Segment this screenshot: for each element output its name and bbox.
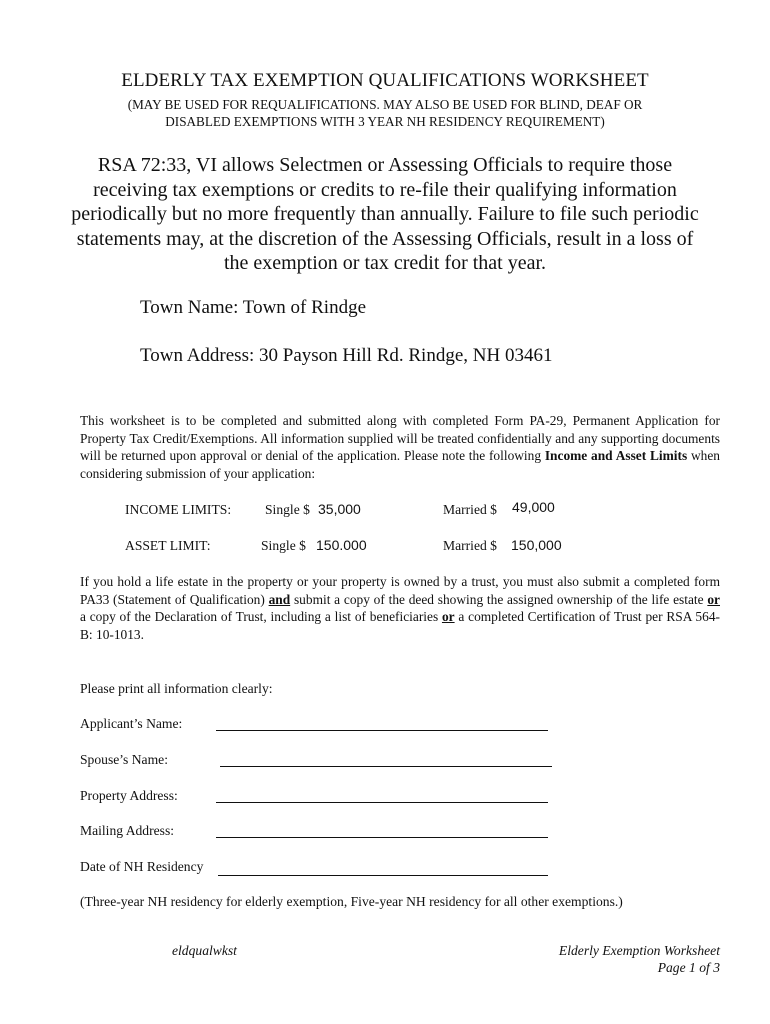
- rsa-line-4: statements may, at the discretion of the Assessing Officials, result in a loss of: [76, 227, 694, 250]
- income-married-value[interactable]: 49,000: [512, 499, 555, 515]
- income-single-value[interactable]: 35,000: [318, 501, 361, 517]
- life-estate-text-2: submit a copy of the deed showing the assigned ownership of the life estate: [290, 591, 708, 607]
- form-instruction: Please print all information clearly:: [80, 681, 273, 696]
- rsa-line-1: RSA 72:33, VI allows Selectmen or Assessing Officials to require those: [97, 154, 673, 176]
- applicant-name-label: Applicant’s Name:: [80, 716, 183, 731]
- asset-married-label: Married $: [443, 538, 497, 553]
- life-estate-text-1: If you hold a life estate in the property or your property is owned by a trust, you must also submit a completed form PA33 (Statement of Qualification): [80, 574, 720, 607]
- life-estate-text-3: a copy of the Declaration of Trust, including a list of beneficiaries: [80, 609, 442, 624]
- page-subtitle: [0, 96, 770, 130]
- page-title: ELDERLY TAX EXEMPTION QUALIFICATIONS WORKSHEET: [121, 70, 649, 91]
- life-estate-paragraph: [80, 573, 720, 643]
- or-emphasis-1: or: [707, 591, 720, 607]
- spouse-name-field[interactable]: [220, 766, 552, 767]
- applicant-name-field[interactable]: [216, 730, 548, 731]
- property-address-field[interactable]: [216, 802, 548, 803]
- income-single-label: Single $: [265, 502, 310, 517]
- subtitle-line-2: DISABLED EXEMPTIONS WITH 3 YEAR NH RESIDENCY REQUIREMENT): [165, 114, 605, 129]
- footer-doc-name: Elderly Exemption Worksheet: [558, 943, 720, 958]
- rsa-line-5: the exemption or tax credit for that year.: [223, 252, 547, 274]
- town-address: Town Address: 30 Payson Hill Rd. Rindge, NH 03461: [140, 345, 553, 366]
- rsa-statement: [0, 153, 770, 276]
- asset-single-value[interactable]: 150.000: [316, 537, 367, 553]
- and-emphasis: and: [268, 591, 291, 607]
- town-name: Town Name: Town of Rindge: [140, 297, 367, 318]
- residency-date-field[interactable]: [218, 875, 548, 876]
- rsa-line-3: periodically but no more frequently than annually. Failure to file such periodic: [71, 203, 699, 225]
- residency-date-label: Date of NH Residency: [80, 859, 204, 874]
- mailing-address-label: Mailing Address:: [80, 823, 175, 838]
- asset-limit-label: ASSET LIMIT:: [125, 538, 211, 553]
- subtitle-line-1: (MAY BE USED FOR REQUALIFICATIONS. MAY ALSO BE USED FOR BLIND, DEAF OR: [127, 97, 643, 112]
- asset-single-label: Single $: [261, 538, 306, 553]
- intro-paragraph: [80, 412, 720, 482]
- income-married-label: Married $: [443, 502, 497, 517]
- residency-note: (Three-year NH residency for elderly exemption, Five-year NH residency for all other exemptions.): [80, 894, 623, 909]
- page-number: Page 1 of 3: [657, 960, 720, 975]
- asset-married-value[interactable]: 150,000: [511, 537, 562, 553]
- intro-text-2: when considering submission of your application:: [80, 448, 720, 481]
- intro-text-1: This worksheet is to be completed and submitted along with completed Form PA-29, Permanent Application for Property Tax Credit/Exemptions. All information supplied will be treated confidentially and any supporting documents will be returned upon approval or denial of the application. Please note the following: [80, 413, 720, 463]
- or-emphasis-2: or: [441, 609, 455, 624]
- mailing-address-field[interactable]: [216, 837, 548, 838]
- property-address-label: Property Address:: [80, 788, 178, 803]
- form-code: eldqualwkst: [172, 943, 237, 958]
- income-asset-limits-bold: Income and Asset Limits: [544, 448, 688, 463]
- life-estate-text-4: a completed Certification of Trust per RSA 564-B: 10-1013.: [80, 609, 720, 642]
- rsa-line-2: receiving tax exemptions or credits to re-file their qualifying information: [93, 178, 677, 201]
- spouse-name-label: Spouse’s Name:: [80, 752, 168, 767]
- income-limits-label: INCOME LIMITS:: [125, 502, 232, 517]
